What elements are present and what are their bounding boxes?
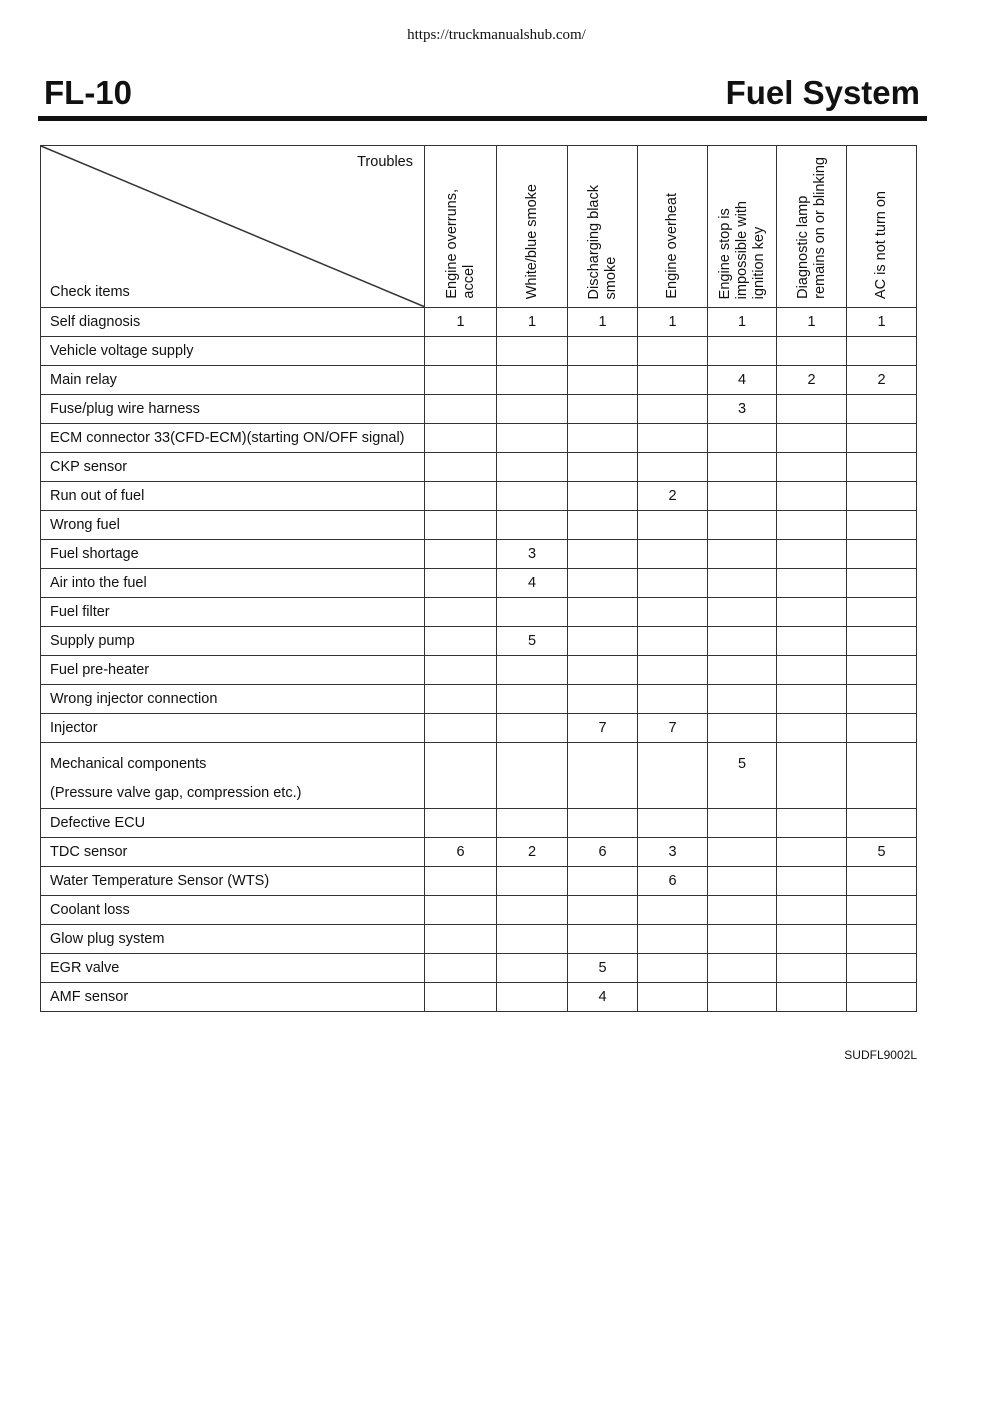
priority-cell: 4 bbox=[708, 366, 777, 395]
priority-cell bbox=[777, 424, 847, 453]
priority-cell bbox=[847, 954, 917, 983]
check-item-label: Fuel pre-heater bbox=[41, 656, 425, 685]
priority-cell bbox=[425, 482, 497, 511]
priority-cell bbox=[425, 954, 497, 983]
priority-cell bbox=[568, 453, 638, 482]
check-item-label: Supply pump bbox=[41, 627, 425, 656]
priority-cell bbox=[638, 983, 708, 1012]
check-item-label: AMF sensor bbox=[41, 983, 425, 1012]
priority-cell bbox=[847, 482, 917, 511]
priority-cell bbox=[847, 453, 917, 482]
priority-cell bbox=[425, 424, 497, 453]
priority-cell bbox=[425, 366, 497, 395]
table-row bbox=[41, 714, 917, 743]
priority-cell bbox=[777, 627, 847, 656]
priority-cell bbox=[847, 896, 917, 925]
priority-cell bbox=[425, 896, 497, 925]
column-header bbox=[425, 146, 497, 308]
check-item-label: Wrong injector connection bbox=[41, 685, 425, 714]
priority-cell: 1 bbox=[708, 308, 777, 337]
priority-cell bbox=[497, 337, 568, 366]
priority-cell bbox=[568, 925, 638, 954]
priority-cell bbox=[708, 867, 777, 896]
priority-cell bbox=[425, 743, 497, 809]
priority-cell bbox=[777, 743, 847, 809]
priority-cell: 6 bbox=[638, 867, 708, 896]
priority-cell bbox=[708, 337, 777, 366]
priority-cell bbox=[638, 366, 708, 395]
priority-cell bbox=[568, 598, 638, 627]
priority-cell bbox=[847, 627, 917, 656]
priority-cell: 3 bbox=[638, 838, 708, 867]
priority-cell bbox=[777, 656, 847, 685]
priority-cell bbox=[708, 482, 777, 511]
priority-cell: 2 bbox=[638, 482, 708, 511]
priority-cell bbox=[777, 511, 847, 540]
priority-cell: 6 bbox=[425, 838, 497, 867]
column-header bbox=[847, 146, 917, 308]
priority-cell bbox=[777, 714, 847, 743]
priority-cell: 2 bbox=[777, 366, 847, 395]
table-row bbox=[41, 809, 917, 838]
priority-cell bbox=[638, 896, 708, 925]
priority-cell bbox=[638, 925, 708, 954]
priority-cell bbox=[425, 925, 497, 954]
priority-cell bbox=[777, 867, 847, 896]
priority-cell: 5 bbox=[497, 627, 568, 656]
priority-cell bbox=[708, 540, 777, 569]
priority-cell bbox=[708, 838, 777, 867]
corner-troubles-label: Troubles bbox=[357, 154, 413, 170]
priority-cell bbox=[638, 453, 708, 482]
priority-cell bbox=[847, 685, 917, 714]
priority-cell bbox=[708, 453, 777, 482]
table-row bbox=[41, 540, 917, 569]
priority-cell bbox=[497, 453, 568, 482]
priority-cell bbox=[425, 809, 497, 838]
priority-cell bbox=[638, 569, 708, 598]
priority-cell bbox=[568, 424, 638, 453]
priority-cell bbox=[425, 598, 497, 627]
priority-cell bbox=[777, 983, 847, 1012]
priority-cell bbox=[425, 656, 497, 685]
priority-cell bbox=[777, 896, 847, 925]
priority-cell bbox=[568, 896, 638, 925]
column-header-label: Engine stop is impossible with ignition key bbox=[716, 200, 767, 299]
table-row bbox=[41, 366, 917, 395]
priority-cell bbox=[425, 867, 497, 896]
priority-cell bbox=[425, 714, 497, 743]
priority-cell: 3 bbox=[497, 540, 568, 569]
column-header-label: Engine overheat bbox=[664, 193, 680, 299]
priority-cell bbox=[777, 540, 847, 569]
priority-cell bbox=[708, 598, 777, 627]
table-row bbox=[41, 925, 917, 954]
priority-cell bbox=[568, 540, 638, 569]
table-row bbox=[41, 685, 917, 714]
priority-cell bbox=[847, 598, 917, 627]
priority-cell bbox=[425, 685, 497, 714]
priority-cell bbox=[497, 743, 568, 809]
corner-cell bbox=[41, 146, 425, 308]
priority-cell bbox=[497, 714, 568, 743]
priority-cell bbox=[777, 569, 847, 598]
priority-cell bbox=[708, 569, 777, 598]
table-row bbox=[41, 453, 917, 482]
priority-cell bbox=[777, 598, 847, 627]
table-row bbox=[41, 954, 917, 983]
priority-cell bbox=[708, 954, 777, 983]
check-item-label: CKP sensor bbox=[41, 453, 425, 482]
priority-cell bbox=[568, 482, 638, 511]
table-body bbox=[41, 308, 917, 1012]
priority-cell: 4 bbox=[497, 569, 568, 598]
priority-cell: 1 bbox=[425, 308, 497, 337]
table-row bbox=[41, 395, 917, 424]
priority-cell: 1 bbox=[777, 308, 847, 337]
priority-cell bbox=[568, 395, 638, 424]
priority-cell bbox=[568, 809, 638, 838]
table-row bbox=[41, 424, 917, 453]
priority-cell bbox=[847, 867, 917, 896]
priority-cell bbox=[638, 743, 708, 809]
priority-cell bbox=[708, 714, 777, 743]
priority-cell bbox=[708, 511, 777, 540]
table-row bbox=[41, 482, 917, 511]
priority-cell bbox=[638, 511, 708, 540]
column-header bbox=[497, 146, 568, 308]
priority-cell bbox=[638, 809, 708, 838]
priority-cell: 3 bbox=[708, 395, 777, 424]
priority-cell: 2 bbox=[497, 838, 568, 867]
priority-cell bbox=[497, 511, 568, 540]
priority-cell bbox=[847, 743, 917, 809]
priority-cell: 5 bbox=[708, 743, 777, 809]
priority-cell bbox=[425, 453, 497, 482]
priority-cell bbox=[847, 809, 917, 838]
header-row bbox=[41, 146, 917, 308]
priority-cell bbox=[568, 867, 638, 896]
priority-cell: 1 bbox=[847, 308, 917, 337]
check-item-label: Wrong fuel bbox=[41, 511, 425, 540]
priority-cell bbox=[425, 337, 497, 366]
table-row bbox=[41, 896, 917, 925]
priority-cell bbox=[568, 743, 638, 809]
check-item-label: Main relay bbox=[41, 366, 425, 395]
column-header bbox=[638, 146, 708, 308]
check-item-label: Run out of fuel bbox=[41, 482, 425, 511]
priority-cell bbox=[568, 366, 638, 395]
header-rule bbox=[38, 116, 927, 121]
priority-cell bbox=[497, 954, 568, 983]
priority-cell bbox=[497, 482, 568, 511]
priority-cell bbox=[638, 954, 708, 983]
priority-cell bbox=[847, 983, 917, 1012]
priority-cell bbox=[497, 867, 568, 896]
check-item-label: Air into the fuel bbox=[41, 569, 425, 598]
column-header-label: AC is not turn on bbox=[873, 191, 889, 299]
troubleshooting-table bbox=[40, 145, 917, 1012]
table-row bbox=[41, 569, 917, 598]
priority-cell bbox=[777, 482, 847, 511]
priority-cell bbox=[638, 424, 708, 453]
priority-cell bbox=[568, 656, 638, 685]
priority-cell bbox=[638, 627, 708, 656]
column-header-label: Discharging black smoke bbox=[585, 184, 619, 299]
check-item-label: TDC sensor bbox=[41, 838, 425, 867]
priority-cell bbox=[777, 925, 847, 954]
priority-cell: 1 bbox=[497, 308, 568, 337]
priority-cell bbox=[568, 337, 638, 366]
priority-cell bbox=[847, 714, 917, 743]
priority-cell bbox=[638, 395, 708, 424]
priority-cell bbox=[497, 395, 568, 424]
check-item-label: ECM connector 33(CFD-ECM)(starting ON/OFF signal) bbox=[41, 424, 425, 453]
check-item-label: EGR valve bbox=[41, 954, 425, 983]
priority-cell: 5 bbox=[847, 838, 917, 867]
priority-cell bbox=[638, 685, 708, 714]
priority-cell bbox=[708, 896, 777, 925]
priority-cell: 5 bbox=[568, 954, 638, 983]
priority-cell bbox=[497, 598, 568, 627]
priority-cell bbox=[847, 925, 917, 954]
check-item-label: Glow plug system bbox=[41, 925, 425, 954]
table-row bbox=[41, 983, 917, 1012]
table-row bbox=[41, 627, 917, 656]
priority-cell bbox=[497, 656, 568, 685]
priority-cell: 6 bbox=[568, 838, 638, 867]
priority-cell bbox=[708, 627, 777, 656]
corner-check-items-label: Check items bbox=[50, 284, 130, 300]
priority-cell bbox=[847, 511, 917, 540]
priority-cell bbox=[777, 453, 847, 482]
priority-cell bbox=[568, 569, 638, 598]
check-item-label: Mechanical components (Pressure valve gap, compression etc.) bbox=[41, 743, 425, 809]
priority-cell bbox=[425, 395, 497, 424]
section-code: FL-10 bbox=[44, 74, 133, 111]
column-header bbox=[777, 146, 847, 308]
priority-cell bbox=[425, 569, 497, 598]
figure-code: SUDFL9002L bbox=[844, 1048, 917, 1062]
check-item-label: Fuel shortage bbox=[41, 540, 425, 569]
priority-cell bbox=[708, 685, 777, 714]
check-item-label: Defective ECU bbox=[41, 809, 425, 838]
corner-diagonal bbox=[41, 146, 425, 307]
priority-cell bbox=[708, 809, 777, 838]
check-item-label: Self diagnosis bbox=[41, 308, 425, 337]
priority-cell bbox=[568, 627, 638, 656]
priority-cell: 1 bbox=[638, 308, 708, 337]
priority-cell bbox=[425, 983, 497, 1012]
priority-cell bbox=[847, 424, 917, 453]
column-header bbox=[568, 146, 638, 308]
priority-cell bbox=[638, 598, 708, 627]
priority-cell: 4 bbox=[568, 983, 638, 1012]
source-url[interactable]: https://truckmanualshub.com/ bbox=[407, 27, 586, 43]
check-item-label: Injector bbox=[41, 714, 425, 743]
priority-cell bbox=[847, 540, 917, 569]
priority-cell: 2 bbox=[847, 366, 917, 395]
priority-cell bbox=[777, 954, 847, 983]
table-row bbox=[41, 598, 917, 627]
priority-cell bbox=[847, 569, 917, 598]
section-title: Fuel System bbox=[725, 74, 920, 111]
check-item-label: Water Temperature Sensor (WTS) bbox=[41, 867, 425, 896]
priority-cell bbox=[708, 983, 777, 1012]
column-header-label: Engine overruns, accel bbox=[443, 189, 477, 299]
priority-cell bbox=[425, 627, 497, 656]
check-item-label: Fuse/plug wire harness bbox=[41, 395, 425, 424]
check-item-label: Coolant loss bbox=[41, 896, 425, 925]
table-row bbox=[41, 511, 917, 540]
table-row bbox=[41, 838, 917, 867]
table-row bbox=[41, 337, 917, 366]
priority-cell bbox=[568, 511, 638, 540]
priority-cell bbox=[777, 838, 847, 867]
priority-cell: 1 bbox=[568, 308, 638, 337]
column-header bbox=[708, 146, 777, 308]
priority-cell bbox=[497, 809, 568, 838]
priority-cell bbox=[425, 511, 497, 540]
column-header-label: White/blue smoke bbox=[523, 183, 540, 299]
priority-cell bbox=[847, 395, 917, 424]
priority-cell: 7 bbox=[568, 714, 638, 743]
priority-cell bbox=[425, 540, 497, 569]
priority-cell bbox=[497, 424, 568, 453]
check-item-label: Fuel filter bbox=[41, 598, 425, 627]
table-row bbox=[41, 867, 917, 896]
check-item-label: Vehicle voltage supply bbox=[41, 337, 425, 366]
priority-cell bbox=[638, 337, 708, 366]
priority-cell bbox=[777, 337, 847, 366]
table-row bbox=[41, 656, 917, 685]
priority-cell bbox=[497, 366, 568, 395]
priority-cell bbox=[497, 925, 568, 954]
priority-cell bbox=[497, 896, 568, 925]
priority-cell bbox=[777, 809, 847, 838]
priority-cell bbox=[777, 685, 847, 714]
table-row bbox=[41, 308, 917, 337]
priority-cell bbox=[847, 656, 917, 685]
priority-cell bbox=[638, 656, 708, 685]
priority-cell bbox=[708, 424, 777, 453]
priority-cell: 7 bbox=[638, 714, 708, 743]
priority-cell bbox=[497, 983, 568, 1012]
priority-cell bbox=[568, 685, 638, 714]
priority-cell bbox=[638, 540, 708, 569]
priority-cell bbox=[847, 337, 917, 366]
priority-cell bbox=[497, 685, 568, 714]
table-row bbox=[41, 743, 917, 809]
priority-cell bbox=[708, 925, 777, 954]
priority-cell bbox=[708, 656, 777, 685]
column-header-label: Diagnostic lamp remains on or blinking bbox=[794, 157, 828, 299]
priority-cell bbox=[777, 395, 847, 424]
